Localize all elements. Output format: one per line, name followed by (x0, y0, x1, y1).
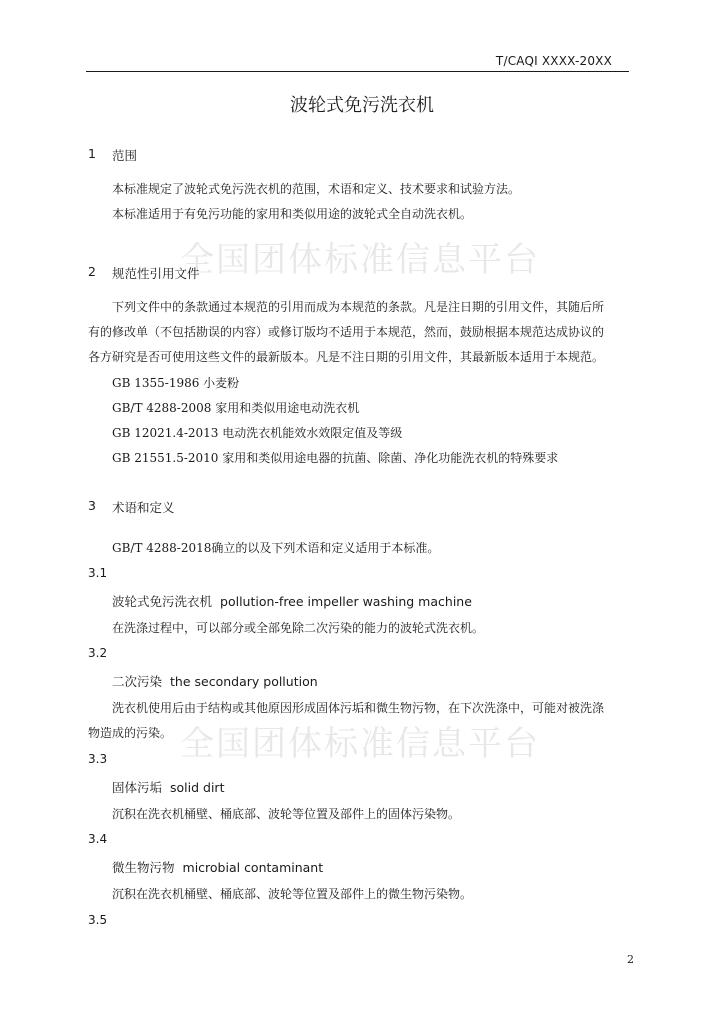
section-2-title: 规范性引用文件 (112, 266, 200, 281)
reference-item: GB 21551.5-2010 家用和类似用途电器的抗菌、除菌、净化功能洗衣机的特殊要求 (112, 451, 559, 465)
section-2-intro-line: 下列文件中的条款通过本规范的引用而成为本规范的条款。凡是注日期的引用文件，其随后所 (112, 300, 605, 314)
term-en: the secondary pollution (170, 674, 318, 689)
page-number: 2 (627, 953, 634, 966)
term-number: 3.1 (88, 566, 108, 580)
term-definition: 沉积在洗衣机桶壁、桶底部、波轮等位置及部件上的微生物污染物。 (112, 887, 473, 901)
term-cn: 固体污垢 (112, 780, 163, 795)
page-title: 波轮式免污洗衣机 (290, 95, 434, 116)
section-1-paragraph: 本标准适用于有免污功能的家用和类似用途的波轮式全自动洗衣机。 (112, 207, 473, 221)
term-definition: 物造成的污染。 (88, 726, 173, 740)
term-definition: 在洗涤过程中，可以部分或全部免除二次污染的能力的波轮式洗衣机。 (112, 621, 485, 635)
section-3-title: 术语和定义 (112, 500, 175, 515)
section-1-number: 1 (88, 146, 96, 161)
term-heading (112, 672, 318, 690)
section-2-number: 2 (88, 264, 96, 279)
term-number: 3.2 (88, 646, 108, 660)
term-heading (112, 858, 323, 876)
reference-item: GB 12021.4-2013 电动洗衣机能效水效限定值及等级 (112, 426, 403, 440)
term-definition: 沉积在洗衣机桶壁、桶底部、波轮等位置及部件上的固体污染物。 (112, 807, 461, 821)
term-en: microbial contaminant (182, 860, 324, 875)
section-2-intro-line: 有的修改单（不包括勘误的内容）或修订版均不适用于本规范，然而，鼓励根据本规范达成协议的 (88, 325, 605, 339)
term-number: 3.5 (88, 913, 108, 927)
section-1-paragraph: 本标准规定了波轮式免污洗衣机的范围，术语和定义、技术要求和试验方法。 (112, 182, 521, 196)
reference-item: GB/T 4288-2008 家用和类似用途电动洗衣机 (112, 401, 360, 415)
term-number: 3.3 (88, 752, 108, 766)
term-heading (112, 778, 224, 796)
header-doc-code: T/CAQI XXXX-20XX (495, 54, 612, 68)
term-en: pollution-free impeller washing machine (220, 594, 472, 609)
term-definition: 洗衣机使用后由于结构或其他原因形成固体污垢和微生物污物，在下次洗涤中，可能对被洗涤 (112, 701, 605, 715)
term-en: solid dirt (170, 780, 225, 795)
section-2-intro-line: 各方研究是否可使用这些文件的最新版本。凡是不注日期的引用文件，其最新版本适用于本规范。 (88, 350, 605, 364)
term-cn: 二次污染 (112, 674, 163, 689)
term-cn: 波轮式免污洗衣机 (112, 594, 213, 609)
term-cn: 微生物污物 (112, 860, 175, 875)
section-1-title: 范围 (112, 148, 138, 163)
term-number: 3.4 (88, 832, 108, 846)
watermark-bottom: 全国团体标准信息平台 (180, 724, 540, 764)
watermark-top: 全国团体标准信息平台 (180, 240, 540, 280)
term-heading (112, 592, 472, 610)
section-3-intro: GB/T 4288-2018确立的以及下列术语和定义适用于本标准。 (112, 541, 440, 555)
header-rule (86, 71, 629, 72)
reference-item: GB 1355-1986 小麦粉 (112, 376, 240, 390)
section-3-number: 3 (88, 498, 96, 513)
